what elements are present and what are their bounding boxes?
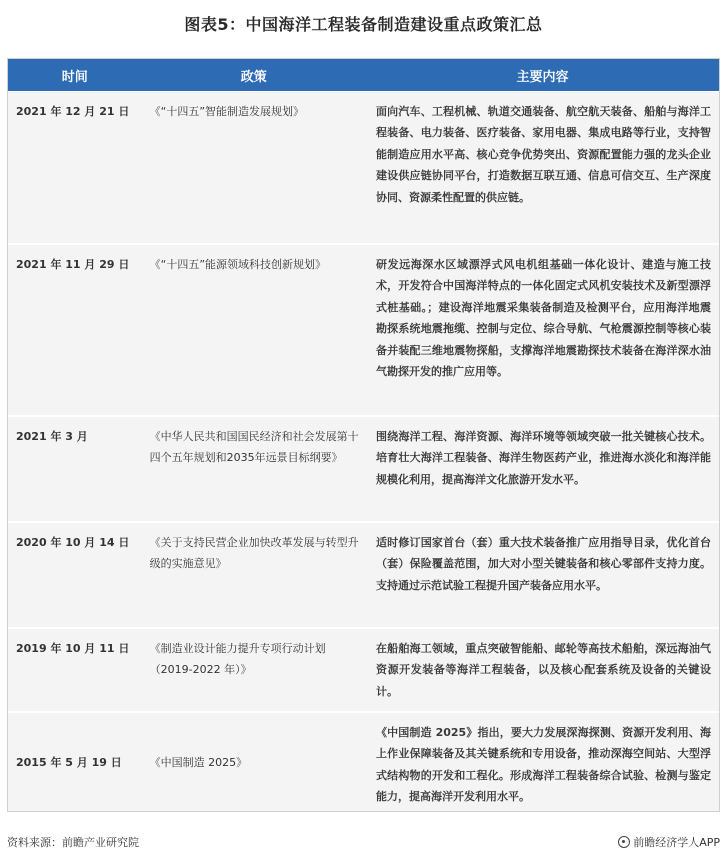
header-policy: 政策 bbox=[240, 69, 267, 85]
row-content: 适时修订国家首台（套）重大技术装备推广应用指导目录，优化首台（套）保险覆盖范围，加大对小型关键装备和核心零部件支持力度。支持通过示范试验工程提升国产装备应用水平。 bbox=[376, 536, 711, 592]
row-policy: 《关于支持民营企业加快改革发展与转型升级的实施意见》 bbox=[149, 536, 359, 571]
row-content: 在船舶海工领域，重点突破智能船、邮轮等高技术船舶，深远海油气资源开发装备等海洋工程装备，以及核心配套系统及设备的关键设计。 bbox=[376, 642, 711, 698]
table-header bbox=[8, 59, 719, 91]
brand-logo-icon bbox=[618, 836, 630, 848]
brand-credit bbox=[618, 834, 720, 850]
row-date: 2015 年 5 月 19 日 bbox=[16, 756, 122, 770]
table-row bbox=[8, 711, 719, 812]
row-policy: 《中华人民共和国国民经济和社会发展第十四个五年规划和2035年远景目标纲要》 bbox=[149, 430, 359, 465]
row-date: 2021 年 11 月 29 日 bbox=[16, 258, 130, 271]
row-content: 《中国制造 2025》指出，要大力发展深海探测、资源开发利用、海上作业保障装备及其关键系统和专用设备，推动深海空间站、大型浮式结构物的开发和工程化。形成海洋工程装备综合试验、检测与鉴定能力，提高海洋开发利用水平。 bbox=[376, 726, 711, 804]
row-date: 2021 年 3 月 bbox=[16, 430, 88, 443]
row-policy: 《“十四五”智能制造发展规划》 bbox=[149, 105, 305, 118]
row-content: 研发远海深水区域漂浮式风电机组基础一体化设计、建造与施工技术，开发符合中国海洋特点的一体化固定式风机安装技术及新型漂浮式桩基础。；建设海洋地震采集装备制造及检测平台，应用海洋地震勘探系统地震拖缆、控制与定位、综合导航、气枪震源控制等核心装备并装配三维地震物探船，支撑海洋地震勘探技术装备在海洋深水油气勘探开发的推广应用等。 bbox=[376, 258, 711, 379]
source-note: 资料来源：前瞻产业研究院 bbox=[7, 836, 139, 849]
table-row bbox=[8, 91, 719, 243]
row-policy: 《制造业设计能力提升专项行动计划（2019-2022 年）》 bbox=[149, 642, 326, 677]
row-content: 围绕海洋工程、海洋资源、海洋环境等领域突破一批关键核心技术。培育壮大海洋工程装备、海洋生物医药产业，推进海水淡化和海洋能规模化利用，提高海洋文化旅游开发水平。 bbox=[376, 430, 711, 486]
row-date: 2019 年 10 月 11 日 bbox=[16, 642, 130, 655]
row-date: 2020 年 10 月 14 日 bbox=[16, 536, 130, 549]
header-time: 时间 bbox=[61, 69, 88, 85]
table-row bbox=[8, 521, 719, 627]
header-content: 主要内容 bbox=[516, 69, 569, 85]
table-row bbox=[8, 627, 719, 711]
brand-name: 前瞻经济学人APP bbox=[633, 836, 720, 849]
row-date: 2021 年 12 月 21 日 bbox=[16, 105, 130, 118]
row-policy: 《中国制造 2025》 bbox=[149, 756, 248, 770]
row-policy: 《“十四五”能源领域科技创新规划》 bbox=[149, 258, 327, 271]
table-row bbox=[8, 243, 719, 415]
policy-table bbox=[7, 58, 720, 812]
page-title: 图表5：中国海洋工程装备制造建设重点政策汇总 bbox=[184, 15, 543, 34]
table-row bbox=[8, 415, 719, 521]
row-content: 面向汽车、工程机械、轨道交通装备、航空航天装备、船舶与海洋工程装备、电力装备、医疗装备、家用电器、集成电路等行业，支持智能制造应用水平高、核心竞争优势突出、资源配置能力强的龙头企业建设供应链协同平台，打造数据互联互通、信息可信交互、生产深度协同、资源柔性配置的供应链。 bbox=[376, 105, 711, 204]
